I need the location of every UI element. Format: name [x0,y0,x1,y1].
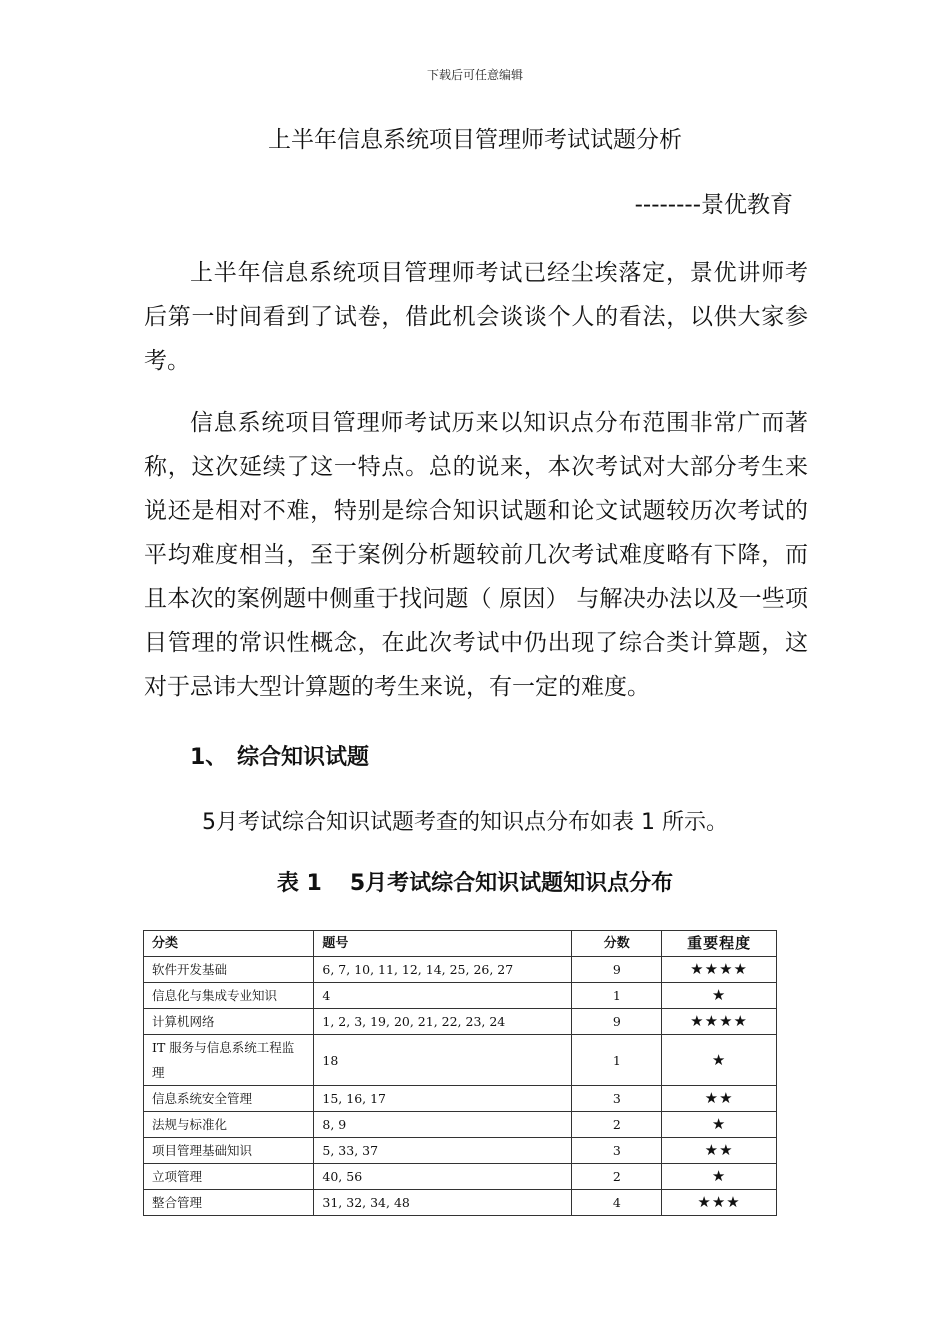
document-title: 上半年信息系统项目管理师考试试题分析 [268,127,682,153]
table-caption-label: 表 1 [276,871,322,896]
cell-questions: 1, 2, 3, 19, 20, 21, 22, 23, 24 [314,1009,572,1035]
cell-score: 2 [572,1112,662,1138]
table-row [144,1164,777,1190]
table-row [144,1086,777,1112]
cell-category: 信息化与集成专业知识 [144,983,314,1009]
cell-score: 1 [572,983,662,1009]
cell-score: 9 [572,1009,662,1035]
header-score: 分数 [572,931,662,957]
byline: --------景优教育 [634,192,793,218]
cell-importance-stars: ★ [662,1164,777,1190]
cell-score: 9 [572,957,662,983]
cell-importance-stars: ★★★★ [662,957,777,983]
table-caption-text: 5月考试综合知识试题知识点分布 [349,871,674,896]
cell-score: 1 [572,1035,662,1086]
cell-questions: 31, 32, 34, 48 [314,1190,572,1216]
cell-score: 3 [572,1086,662,1112]
table-row [144,1035,777,1086]
knowledge-distribution-table [143,930,777,1216]
cell-importance-stars: ★ [662,1112,777,1138]
cell-questions: 5, 33, 37 [314,1138,572,1164]
cell-questions: 15, 16, 17 [314,1086,572,1112]
header-questions: 题号 [314,931,572,957]
section-title: 综合知识试题 [237,745,370,770]
header-category: 分类 [144,931,314,957]
cell-category: 立项管理 [144,1164,314,1190]
cell-score: 3 [572,1138,662,1164]
table-row [144,1138,777,1164]
cell-importance-stars: ★ [662,1035,777,1086]
cell-category: 法规与标准化 [144,1112,314,1138]
cell-category: 项目管理基础知识 [144,1138,314,1164]
cell-questions: 6, 7, 10, 11, 12, 14, 25, 26, 27 [314,957,572,983]
paragraph-overview: 信息系统项目管理师考试历来以知识点分布范围非常广而著称，这次延续了这一特点。总的说来，本次考试对大部分考生来说还是相对不难，特别是综合知识试题和论文试题较历次考试的平均难度相当，至于案例分析题较前几次考试难度略有下降，而且本次的案例题中侧重于找问题（ 原因） 与解决办法以及一些项目管理的常识性概念，在此次考试中仍出现了综合类计算题，这对于忌讳大型计算题的考生来说，有一定的难度。 [144,410,808,700]
cell-category: 信息系统安全管理 [144,1086,314,1112]
header-importance: 重要程度 [662,931,777,957]
table-row [144,1112,777,1138]
section-intro: 5月考试综合知识试题考查的知识点分布如表 1 所示。 [202,810,728,835]
table-row [144,1190,777,1216]
cell-importance-stars: ★★★★ [662,1009,777,1035]
header-note: 下载后可任意编辑 [426,68,523,82]
cell-questions: 18 [314,1035,572,1086]
table-row [144,957,777,983]
table-caption [0,866,950,897]
table-header-row [144,931,777,957]
cell-score: 4 [572,1190,662,1216]
section-heading [190,740,369,771]
cell-importance-stars: ★★★ [662,1190,777,1216]
cell-questions: 40, 56 [314,1164,572,1190]
cell-questions: 4 [314,983,572,1009]
paragraph-intro: 上半年信息系统项目管理师考试已经尘埃落定，景优讲师考后第一时间看到了试卷，借此机会谈谈个人的看法，以供大家参考。 [144,260,808,374]
cell-importance-stars: ★★ [662,1086,777,1112]
cell-questions: 8, 9 [314,1112,572,1138]
cell-category: 计算机网络 [144,1009,314,1035]
cell-category: IT 服务与信息系统工程监理 [144,1035,314,1086]
table-row [144,1009,777,1035]
section-number: 1、 [190,745,228,770]
table-row [144,983,777,1009]
cell-score: 2 [572,1164,662,1190]
cell-category: 软件开发基础 [144,957,314,983]
cell-importance-stars: ★ [662,983,777,1009]
cell-category: 整合管理 [144,1190,314,1216]
cell-importance-stars: ★★ [662,1138,777,1164]
